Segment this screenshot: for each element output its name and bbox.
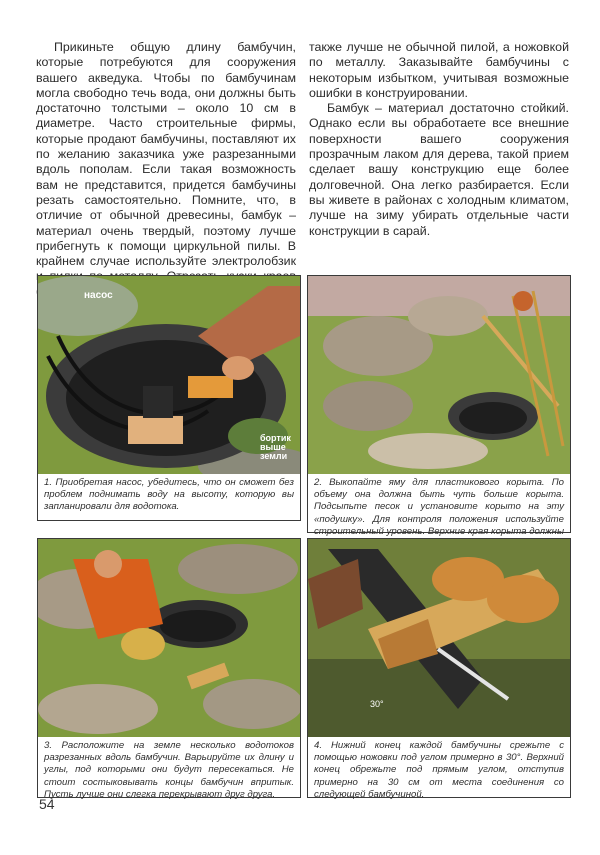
caption: 1. Приобретая насос, убедитесь, что он сможет без проблем поднимать воду на высоту, которую вы запланировали для водотока. bbox=[44, 477, 294, 513]
caption: 2. Выкопайте яму для пластикового корыта. По объему она должна быть чуть больше корыта. Подсыпьте песок и установите корыто на эту «подушку». Для контроля положения используйте строительный уровень. Верхние края корыта должны bbox=[314, 477, 564, 537]
body-paragraph: Бамбук – материал достаточно стойкий. Однако если вы обработаете все внешние поверхности вашего сооружения прозрачным лаком для дерева, такой прием сделает вашу конструкцию еще более долговечной. Она легко разбирается. Если вы живете в районах с холодным климатом, лучше на зиму убирать отдельные части конструкции в сарай. bbox=[309, 101, 569, 238]
illustration-panel-pump bbox=[37, 275, 301, 521]
caption: 4. Нижний конец каждой бамбучины срежьте с помощью ножовки под углом примерно в 30°. Верхний конец обрежьте под прямым углом, отступив примерно на 30 см от места соединения со следующей бамбучиной. bbox=[314, 740, 564, 800]
cutting-drawing bbox=[308, 539, 570, 737]
illustration-panel-cutting bbox=[307, 538, 571, 798]
text-column-right bbox=[309, 40, 569, 239]
illustration-panel-layout bbox=[37, 538, 301, 798]
layout-drawing bbox=[38, 539, 300, 737]
caption: 3. Расположите на земле несколько водотоков разрезанных вдоль бамбучин. Варьируйте их длину и углы, под которыми они будут пересекаться. Не стоит состыковывать концы бамбучин впритык. Пусть лучше они слегка перекрывают друг друга. bbox=[44, 740, 294, 800]
rim-label: бортик выше земли bbox=[260, 433, 291, 461]
body-paragraph: Прикиньте общую длину бамбучин, которые потребуются для сооружения вашего акведука. Чтобы по бамбучинам могла свободно течь вода, они должны быть достаточно толстыми – около 10 см в диаметре. Часто строительные фирмы, которые продают бамбучины, поставляют их по желанию заказчика уже разрезанными вдоль пополам. Если такая возможность вам не представится, придется бамбучины резать самостоятельно. Помните, что, в отличие от обычной древесины, бамбук – материал очень твердый, поэтому лучше прибегнуть к помощи циркульной пилы. В крайнем случае используйте электролобзик bbox=[36, 40, 296, 269]
illustration-layout bbox=[38, 539, 300, 737]
body-paragraph: также лучше не обычной пилой, а ножовкой по металлу. Заказывайте бамбучины с некоторым избытком, учитывая возможные ошибки в конструировании. bbox=[309, 40, 569, 100]
illustration-panel-trough bbox=[307, 275, 571, 537]
angle-label: 30° bbox=[370, 699, 384, 709]
text-column-left bbox=[36, 40, 296, 300]
page-number: 54 bbox=[39, 796, 55, 812]
pump-label: насос bbox=[84, 290, 113, 301]
trough-drawing bbox=[308, 276, 570, 474]
illustration-cutting bbox=[308, 539, 570, 737]
illustration-trough bbox=[308, 276, 570, 474]
illustration-pump bbox=[38, 276, 300, 474]
